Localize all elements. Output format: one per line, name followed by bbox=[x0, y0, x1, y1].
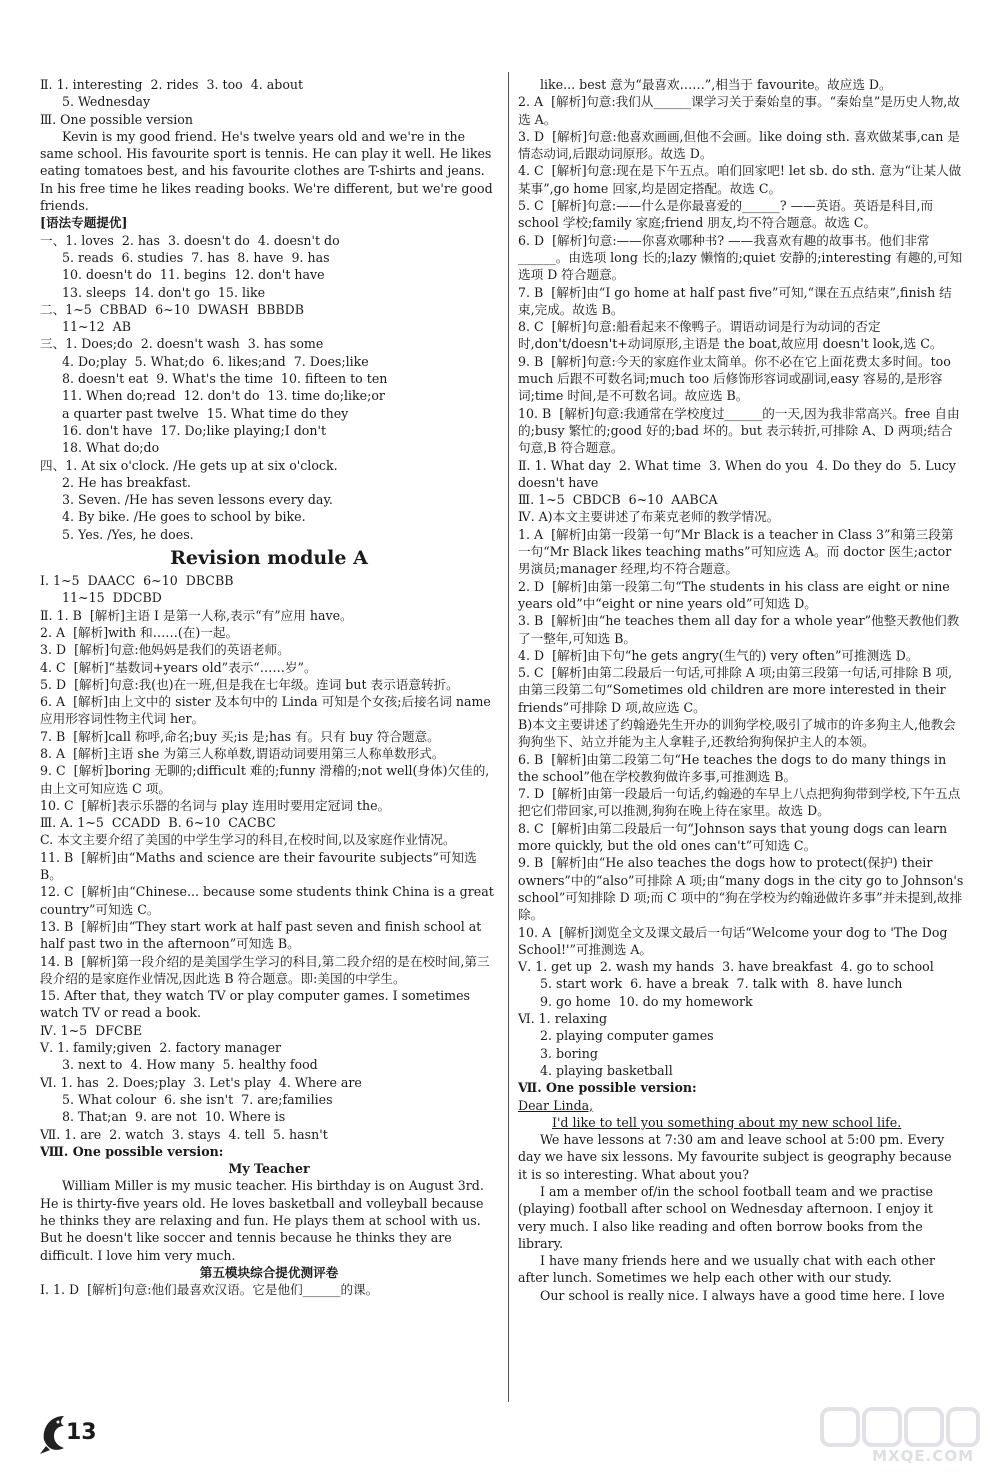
left-line: 3. Seven. /He has seven lessons every day. bbox=[62, 492, 333, 508]
left-line: Ⅱ. 1. B [解析]主语 I 是第一人称,表示“有”应用 have。 bbox=[40, 607, 353, 623]
right-line: 9. go home 10. do my homework bbox=[540, 993, 753, 1009]
page-number-badge bbox=[38, 1410, 118, 1460]
left-line: Ⅱ. 1. interesting 2. rides 3. too 4. about bbox=[40, 77, 304, 92]
left-line: 5. Wednesday bbox=[62, 94, 151, 110]
right-line: We have lessons at 7:30 am and leave school at 5:00 pm. Every day we have six lessons. My favourite subject is geography because it is so interesting. What about you? bbox=[518, 1132, 956, 1182]
right-line: Our school is really nice. I always have a good time here. I love bbox=[540, 1287, 945, 1303]
left-line: Ⅵ. 1. has 2. Does;play 3. Let's play 4. Where are bbox=[40, 1074, 362, 1090]
left-line: 一、1. loves 2. has 3. doesn't do 4. doesn't do bbox=[40, 232, 340, 248]
left-line: 3. D [解析]句意:他妈妈是我们的英语老师。 bbox=[40, 642, 290, 658]
right-line: 4. C [解析]句意:现在是下午五点。咱们回家吧! let sb. do sth. 意为“让某人做某事”,go home 回家,均是固定搭配。故选 C。 bbox=[518, 163, 962, 196]
left-line: 2. A [解析]with 和……(在)一起。 bbox=[40, 624, 239, 640]
column-divider bbox=[508, 72, 509, 1402]
watermark-logo-icon bbox=[812, 1405, 982, 1449]
right-line: 5. start work 6. have a break 7. talk with 8. have lunch bbox=[540, 976, 903, 992]
left-line: 8. That;an 9. are not 10. Where is bbox=[62, 1109, 286, 1125]
left-line: 14. B [解析]第一段介绍的是美国学生学习的科目,第二段介绍的是在校时间,第三段介绍的是家庭作业情况,因此选 B 符合题意。即:美国的中学生。 bbox=[40, 953, 490, 986]
right-column bbox=[518, 76, 968, 1304]
right-line: 6. D [解析]句意:——你喜欢哪种书? ——我喜欢有趣的故事书。他们非常______。由选项 long 长的;lazy 懒惰的;quiet 安静的;interesting 有趣的,可知选项 D 符合题意。 bbox=[518, 232, 963, 283]
left-line: Ⅴ. 1. family;given 2. factory manager bbox=[40, 1040, 282, 1056]
left-line: Ⅷ. One possible version: bbox=[40, 1143, 224, 1159]
left-line: 二、1~5 CBBAD 6~10 DWASH BBBDB bbox=[40, 301, 304, 317]
right-line: Ⅴ. 1. get up 2. wash my hands 3. have breakfast 4. go to school bbox=[518, 959, 934, 975]
left-line: My Teacher bbox=[228, 1161, 310, 1177]
left-line: 10. C [解析]表示乐器的名词与 play 连用时要用定冠词 the。 bbox=[40, 797, 391, 813]
watermark-text: MXQE.COM bbox=[872, 1447, 974, 1465]
left-line: 13. sleeps 14. don't go 15. like bbox=[62, 284, 266, 300]
left-line: 15. After that, they watch TV or play computer games. I sometimes watch TV or read a book. bbox=[40, 988, 475, 1021]
left-line: [语法专题提优] bbox=[40, 215, 128, 231]
left-line: 11. B [解析]由“Maths and science are their favourite subjects”可知选 B。 bbox=[40, 849, 481, 883]
left-line: Ⅶ. 1. are 2. watch 3. stays 4. tell 5. hasn't bbox=[40, 1126, 328, 1142]
left-line: C. 本文主要介绍了美国的中学生学习的科目,在校时间,以及家庭作业情况。 bbox=[40, 832, 456, 848]
right-line: 9. B [解析]句意:今天的家庭作业太简单。你不必在它上面花费太多时间。too much 后跟不可数名词;much too 后修饰形容词或副词,easy 容易的,是形容词;time 时间,是不可数名词。故应选 B。 bbox=[518, 353, 955, 404]
right-line: 5. C [解析]由第二段最后一句话,可排除 A 项;由第三段第一句话,可排除 B 项,由第三段第二句“Sometimes old children are more interested in their friends”可排除 D 项,故应选 C。 bbox=[518, 665, 953, 715]
site-watermark bbox=[812, 1405, 982, 1469]
left-line: 3. next to 4. How many 5. healthy food bbox=[62, 1057, 318, 1073]
left-line: Ⅳ. 1~5 DFCBE bbox=[40, 1022, 143, 1038]
page-number: 13 bbox=[66, 1420, 97, 1445]
left-line: 10. doesn't do 11. begins 12. don't have bbox=[62, 267, 325, 283]
left-line: 5. Yes. /Yes, he does. bbox=[62, 526, 194, 542]
right-line: 2. playing computer games bbox=[540, 1028, 714, 1044]
left-line: 4. C [解析]“基数词+years old”表示“……岁”。 bbox=[40, 659, 317, 675]
right-line: B)本文主要讲述了约翰逊先生开办的训狗学校,吸引了城市的许多狗主人,他教会狗狗坐下、站立并能为主人拿鞋子,还教给狗狗保护主人的本领。 bbox=[518, 716, 956, 750]
right-line: 10. B [解析]句意:我通常在学校度过______的一天,因为我非常高兴。free 自由的;busy 繁忙的;good 好的;bad 坏的。but 表示转折,可排除 A、D 两项;结合句意,B 符合题意。 bbox=[518, 405, 960, 456]
left-line: Ⅰ. 1~5 DAACC 6~10 DBCBB bbox=[40, 573, 234, 589]
left-line: 18. What do;do bbox=[62, 440, 160, 456]
left-line: 6. A [解析]由上文中的 sister 及本句中的 Linda 可知是个女孩;后接名词 name 应用形容词性物主代词 her。 bbox=[40, 694, 495, 727]
right-line: 4. playing basketball bbox=[540, 1062, 673, 1078]
right-line: 1. A [解析]由第一段第一句“Mr Black is a teacher in Class 3”和第三段第一句“Mr Black likes teaching maths”可知应选 A。而 doctor 医生;actor 男演员;manager 经理,均不符合题意。 bbox=[518, 526, 956, 577]
left-line: 11~15 DDCBD bbox=[62, 590, 162, 606]
right-line: 2. A [解析]句意:我们从______课学习关于秦始皇的事。“秦始皇”是历史人物,故选 A。 bbox=[518, 94, 960, 127]
right-line: 2. D [解析]由第一段第二句“The students in his class are eight or nine years old”中“eight or nine years old”可知选 D。 bbox=[518, 578, 954, 611]
left-line: 16. don't have 17. Do;like playing;I don't bbox=[62, 422, 327, 438]
left-line: 三、1. Does;do 2. doesn't wash 3. has some bbox=[40, 336, 324, 352]
right-line: Ⅶ. One possible version: bbox=[518, 1080, 697, 1096]
left-line: 8. doesn't eat 9. What's the time 10. fifteen to ten bbox=[62, 371, 388, 387]
left-line: Ⅲ. One possible version bbox=[40, 111, 193, 127]
left-line: Ⅰ. 1. D [解析]句意:他们最喜欢汉语。它是他们______的课。 bbox=[40, 1282, 379, 1298]
right-line: 8. C [解析]句意:船看起来不像鸭子。谓语动词是行为动词的否定时,don't/doesn't+动词原形,主语是 the boat,故应用 doesn't look,选 C。 bbox=[518, 319, 943, 352]
right-line: Ⅳ. A)本文主要讲述了布莱克老师的教学情况。 bbox=[518, 509, 780, 525]
left-line: 第五模块综合提优测评卷 bbox=[199, 1264, 339, 1280]
right-line: 9. B [解析]由“He also teaches the dogs how to protect(保护) their owners”中的“also”可排除 A 项;由“many dogs in the city go to Johnson's school”可知排除 D 项;而 C 项中的“狗在学校为约翰逊做许多事”并未提到,故排除。 bbox=[518, 855, 968, 923]
right-line: 8. C [解析]由第二段最后一句“Johnson says that young dogs can learn more quickly, but the old ones can't”可知选 C。 bbox=[518, 820, 952, 854]
right-line: 10. A [解析]浏览全文及课文最后一句话“Welcome your dog to 'The Dog School!'”可推测选 A。 bbox=[518, 924, 952, 957]
left-line: 4. Do;play 5. What;do 6. likes;and 7. Does;like bbox=[62, 353, 369, 369]
right-line: 7. B [解析]由“I go home at half past five”可知,“课在五点结束”,finish 结束,完成。故选 B。 bbox=[518, 284, 952, 317]
right-line: I am a member of/in the school football team and we practise (playing) football after school on Wednesday afternoon. I enjoy it very much. I also like reading and often borrow books from the library. bbox=[518, 1184, 937, 1251]
left-line: 8. A [解析]主语 she 为第三人称单数,谓语动词要用第三人称单数形式。 bbox=[40, 745, 445, 761]
left-line: 9. C [解析]boring 无聊的;difficult 难的;funny 滑稽的;not well(身体)欠佳的,由上文可知应选 C 项。 bbox=[40, 763, 490, 796]
right-line: Ⅵ. 1. relaxing bbox=[518, 1011, 608, 1027]
right-line: like... best 意为“最喜欢……”,相当于 favourite。故应选 D。 bbox=[540, 77, 892, 92]
right-line: 3. B [解析]由“he teaches them all day for a whole year”他整天教他们教了一整年,可知选 B。 bbox=[518, 613, 960, 646]
right-line: 3. boring bbox=[540, 1045, 598, 1061]
left-line: 四、1. At six o'clock. /He gets up at six o'clock. bbox=[40, 457, 338, 473]
left-line: William Miller is my music teacher. His birthday is on August 3rd. He is thirty-five years old. He loves basketball and volleyball because he thinks they are relaxing and fun. He plays them at school with us. But he doesn't like soccer and tennis because he thinks they are difficult. I love him very much. bbox=[40, 1178, 488, 1263]
left-line: Kevin is my good friend. He's twelve years old and we're in the same school. His favourite sport is tennis. He can play it well. He likes eating tomatoes best, and his favourite clothes are T-shirts and jeans. In his free time he likes reading books. We're different, but we're good friends. bbox=[40, 128, 497, 214]
left-line: 12. C [解析]由“Chinese... because some students think China is a great country”可知选 C。 bbox=[40, 884, 498, 917]
left-line: Revision module A bbox=[170, 547, 368, 570]
left-line: 5. What colour 6. she isn't 7. are;families bbox=[62, 1091, 333, 1107]
left-line: 7. B [解析]call 称呼,命名;buy 买;is 是;has 有。只有 buy 符合题意。 bbox=[40, 728, 440, 744]
left-line: 11. When do;read 12. don't do 13. time do;like;or bbox=[62, 388, 385, 404]
left-line: 2. He has breakfast. bbox=[62, 474, 191, 490]
right-line: 7. D [解析]由第一段最后一句话,约翰逊的车早上八点把狗狗带到学校,下午五点把它们带回家,可以推测,狗狗在晚上待在家里。故选 D。 bbox=[518, 786, 961, 819]
left-line: 5. D [解析]句意:我(也)在一班,但是我在七年级。连词 but 表示语意转折。 bbox=[40, 676, 459, 692]
left-column bbox=[40, 76, 498, 1298]
left-line: 11~12 AB bbox=[62, 319, 131, 335]
left-line: Ⅲ. A. 1~5 CCADD B. 6~10 CACBC bbox=[40, 815, 276, 831]
right-line: I have many friends here and we usually chat with each other after lunch. Sometimes we help each other with our study. bbox=[518, 1253, 940, 1286]
right-line: 5. C [解析]句意:——什么是你最喜爱的______? ——英语。英语是科目,而 school 学校;family 家庭;friend 朋友,均不符合题意。故选 C。 bbox=[518, 198, 938, 231]
right-line: Ⅲ. 1~5 CBDCB 6~10 AABCA bbox=[518, 492, 718, 508]
right-line: Ⅱ. 1. What day 2. What time 3. When do you 4. Do they do 5. Lucy doesn't have bbox=[518, 457, 960, 490]
left-line: 5. reads 6. studies 7. has 8. have 9. has bbox=[62, 249, 330, 265]
left-line: 4. By bike. /He goes to school by bike. bbox=[62, 509, 306, 525]
left-line: 13. B [解析]由“They start work at half past seven and finish school at half past two in the afternoon”可知选 B。 bbox=[40, 918, 486, 952]
right-line: 4. D [解析]由下句“he gets angry(生气的) very often”可推测选 D。 bbox=[518, 647, 919, 663]
right-line: I'd like to tell you something about my new school life. bbox=[552, 1114, 902, 1130]
left-line: a quarter past twelve 15. What time do they bbox=[62, 405, 349, 421]
right-line: Dear Linda, bbox=[518, 1097, 594, 1113]
right-line: 6. B [解析]由第二段第二句“He teaches the dogs to do many things in the school”他在学校教狗做许多事,可推测选 B。 bbox=[518, 751, 951, 784]
right-line: 3. D [解析]句意:他喜欢画画,但他不会画。like doing sth. 喜欢做某事,can 是情态动词,后跟动词原形。故选 D。 bbox=[518, 128, 960, 162]
